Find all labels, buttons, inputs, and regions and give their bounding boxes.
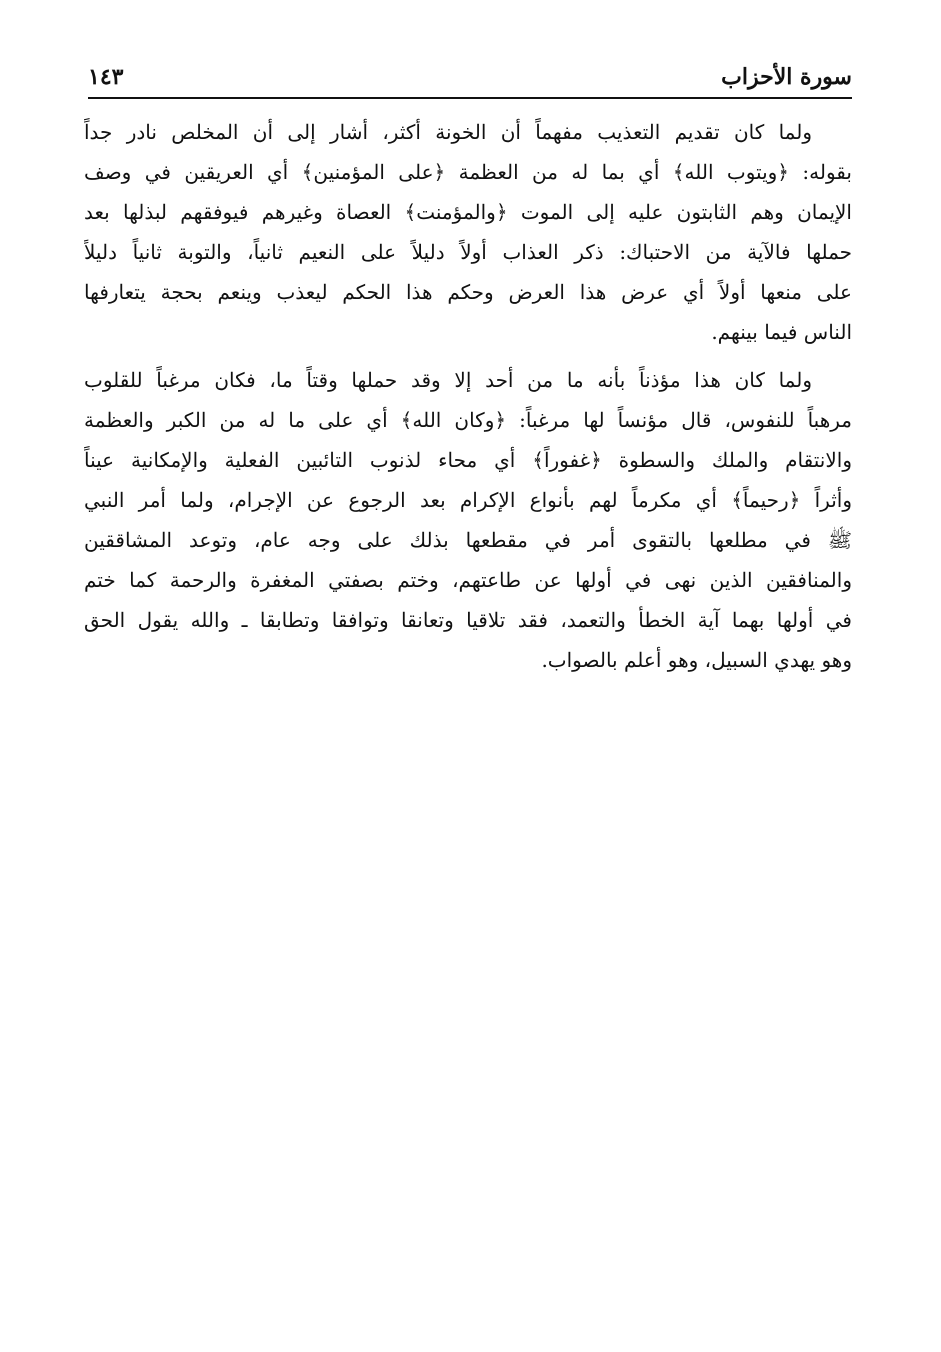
page-header (88, 62, 852, 96)
paragraph-1 (84, 112, 852, 352)
page-body (84, 112, 852, 680)
text-line: في أولها بهما آية الخطأ والتعمد، فقد تلاقيا وتعانقا وتوافقا وتطابقا ـ والله يقول الحق (84, 608, 852, 632)
header-divider (88, 97, 852, 99)
text-line: والانتقام والملك والسطوة ﴿غفوراً﴾ أي محاء لذنوب التائبين الفعلية والإمكانية عيناً (84, 448, 852, 472)
text-line: حملها فالآية من الاحتباك: ذكر العذاب أولاً دليلاً على النعيم ثانياً، والتوبة ثانياً دليلاً (84, 240, 852, 264)
text-line: مرهباً للنفوس، قال مؤنساً لها مرغباً: ﴿وكان الله﴾ أي على ما له من الكبر والعظمة (84, 408, 852, 432)
text-line: ولما كان هذا مؤذناً بأنه ما من أحد إلا وقد حملها وقتاً ما، فكان مرغباً للقلوب (84, 368, 812, 392)
text-line: بقوله: ﴿ويتوب الله﴾ أي بما له من العظمة ﴿على المؤمنين﴾ أي العريقين في وصف (84, 160, 852, 184)
text-line: الإيمان وهم الثابتون عليه إلى الموت ﴿والمؤمنت﴾ العصاة وغيرهم فيوفقهم لبذلها بعد (84, 200, 852, 224)
surah-title: سورة الأحزاب (721, 64, 852, 90)
paragraph-gap (84, 352, 852, 360)
text-line: وهو يهدي السبيل، وهو أعلم بالصواب. (541, 648, 852, 672)
page-number: ١٤٣ (88, 64, 124, 90)
text-line: ولما كان تقديم التعذيب مفهماً أن الخونة أكثر، أشار إلى أن المخلص نادر جداً (84, 120, 812, 144)
text-line: ﷺ في مطلعها بالتقوى أمر في مقطعها بذلك على وجه عام، وتوعد المشاققين (84, 528, 852, 552)
text-line: على منعها أولاً أي عرض هذا العرض وحكم هذا الحكم ليعذب وينعم بحجة يتعارفها (84, 280, 852, 304)
text-line: الناس فيما بينهم. (711, 320, 852, 344)
paragraph-2 (84, 360, 852, 680)
text-line: والمنافقين الذين نهى في أولها عن طاعتهم، وختم بصفتي المغفرة والرحمة كما ختم (84, 568, 852, 592)
text-line: وأثراً ﴿رحيماً﴾ أي مكرماً لهم بأنواع الإكرام بعد الرجوع عن الإجرام، ولما أمر النبي (84, 488, 852, 512)
